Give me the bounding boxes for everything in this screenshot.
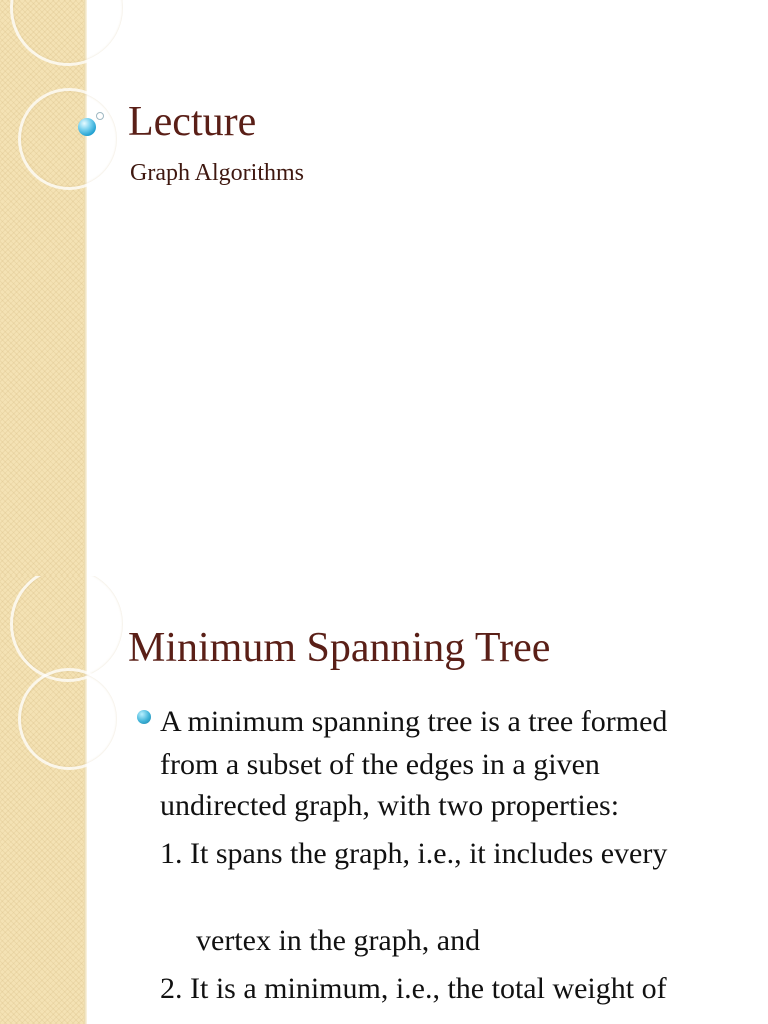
slide-title: Lecture xyxy=(128,99,257,145)
small-ring-icon xyxy=(96,112,104,120)
decorative-side-strip xyxy=(0,0,84,576)
numbered-item-continuation: vertex in the graph, and xyxy=(196,924,481,957)
decorative-ring-icon xyxy=(10,576,126,682)
decorative-ring-icon xyxy=(18,88,120,190)
decorative-ring-icon xyxy=(18,668,120,770)
side-strip-edge xyxy=(84,0,87,576)
slide-subtitle: Graph Algorithms xyxy=(130,160,304,186)
body-line: from a subset of the edges in a given xyxy=(160,748,600,781)
bullet-icon xyxy=(137,710,151,724)
body-line: A minimum spanning tree is a tree formed xyxy=(160,705,668,738)
slide-title: Minimum Spanning Tree xyxy=(128,625,551,671)
numbered-item: 2. It is a minimum, i.e., the total weight of xyxy=(160,972,667,1005)
slide-minimum-spanning-tree xyxy=(0,576,768,1024)
numbered-item: 1. It spans the graph, i.e., it includes every xyxy=(160,837,668,870)
accent-orb-icon xyxy=(78,118,96,136)
body-line: undirected graph, with two properties: xyxy=(160,789,620,822)
